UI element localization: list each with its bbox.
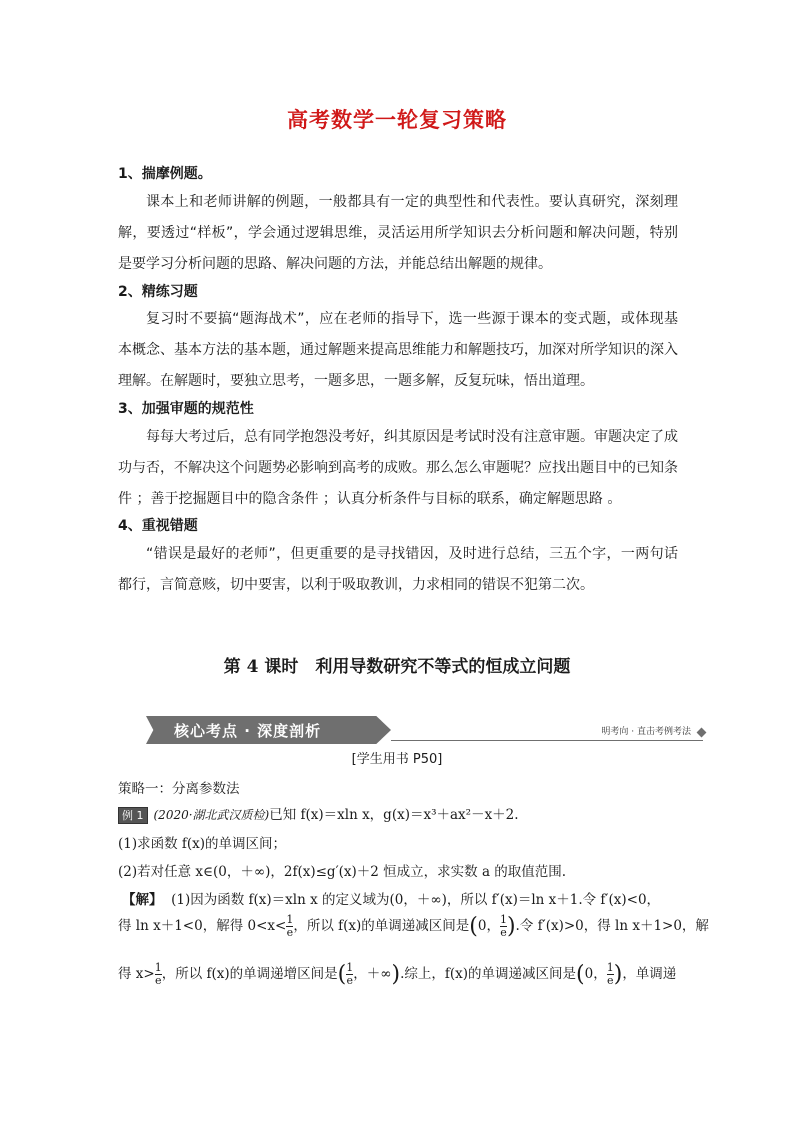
solution-text-2c: .令 f′(x)>0，得 ln x＋1>0，解	[515, 918, 709, 934]
diamond-icon	[697, 728, 707, 738]
fraction-numerator: 1	[286, 913, 294, 926]
banner-rule	[391, 740, 703, 741]
solution-line-1	[122, 888, 660, 908]
solution-text-3d: ，单调递	[622, 966, 677, 982]
section-body-3: 每每大考过后，总有同学抱怨没考好，纠其原因是考试时没有注意审题。审题决定了成功与否，不解决这个问题势必影响到高考的成败。那么怎么审题呢？应找出题目中的已知条件 ；善于挖掘题目中的隐含条件 ；认真分析条件与目标的联系，确定解题思路 。	[118, 429, 678, 507]
fraction-denominator: e	[154, 974, 162, 987]
banner-tagline: 明考向 · 直击考例考法	[601, 727, 691, 737]
fraction-denominator: e	[500, 926, 507, 939]
interval-close-paren: )	[613, 962, 623, 987]
book-reference: [学生用书 P50]	[351, 752, 443, 767]
solution-text-3c: .综上，f(x)的单调递减区间是	[400, 966, 577, 982]
example-stem: 已知 f(x)＝xln x，g(x)＝x³＋ax²－x＋2.	[269, 807, 519, 823]
solution-text-2b: ，所以 f(x)的单调递减区间是	[293, 918, 470, 934]
fraction-numerator: 1	[606, 961, 614, 974]
fraction-one-over-e	[155, 962, 162, 987]
fraction-denominator: e	[286, 926, 294, 939]
solution-text-3b: ，所以 f(x)的单调递增区间是	[161, 966, 338, 982]
banner-label: 核心考点 · 深度剖析	[174, 722, 322, 740]
strategy-heading: 策略一：分离参数法	[118, 781, 240, 797]
interval-open-paren: (	[337, 962, 347, 987]
solution-label: 【解】	[122, 892, 163, 908]
solution-line-2	[118, 914, 709, 939]
page-title: 高考数学一轮复习策略	[287, 108, 507, 132]
example-badge: 例 1	[118, 807, 148, 824]
solution-text-2a: 得 ln x＋1<0，解得 0<x<	[118, 918, 287, 934]
example-source: (2020·湖北武汉质检)	[153, 808, 270, 822]
section-body-4: “错误是最好的老师”，但更重要的是寻找错因，及时进行总结，三五个字，一两句话都行，言简意赅，切中要害，以利于吸取教训，力求相同的错误不犯第二次。	[118, 546, 678, 593]
lesson-title: 第 4 课时 利用导数研究不等式的恒成立问题	[223, 657, 571, 677]
section-heading-2: 2、精练习题	[118, 284, 198, 300]
solution-line-3	[118, 962, 676, 987]
interval-open-paren: (	[576, 962, 585, 987]
interval-close-paren: )	[506, 914, 516, 939]
example-stem-line	[118, 803, 519, 824]
fraction-numerator: 1	[154, 961, 162, 974]
fraction-denominator: e	[606, 974, 614, 987]
example-question-2: (2)若对任意 x∈(0，＋∞)，2f(x)≤g′(x)＋2 恒成立，求实数 a 的取值范围.	[118, 864, 567, 880]
example-question-1: (1)求函数 f(x)的单调区间；	[118, 836, 287, 852]
fraction-one-over-e	[607, 962, 614, 987]
solution-text-1: (1)因为函数 f(x)＝xln x 的定义域为(0，＋∞)，所以 f′(x)＝ln x＋1.令 f′(x)<0，	[171, 892, 661, 908]
fraction-one-over-e	[500, 914, 507, 939]
interval-close-paren: )	[391, 962, 401, 987]
fraction-numerator: 1	[499, 913, 507, 926]
section-body-2: 复习时不要搞“题海战术”，应在老师的指导下，选一些源于课本的变式题，或体现基本概念、基本方法的基本题，通过解题来提高思维能力和解题技巧，加深对所学知识的深入理解。在解题时，要独立思考，一题多思，一题多解，反复玩味，悟出道理。	[118, 311, 678, 389]
section-heading-3: 3、加强审题的规范性	[118, 401, 254, 417]
section-banner	[146, 716, 711, 744]
interval-upper: ，＋∞	[353, 966, 392, 982]
solution-text-3a: 得 x>	[118, 966, 155, 982]
section-heading-4: 4、重视错题	[118, 518, 198, 534]
fraction-denominator: e	[346, 974, 353, 987]
fraction-numerator: 1	[346, 961, 354, 974]
interval-lower: 0，	[584, 966, 607, 982]
section-heading-1: 1、揣摩例题。	[118, 166, 212, 182]
section-body-1: 课本上和老师讲解的例题，一般都具有一定的典型性和代表性。要认真研究，深刻理解，要透过“样板”，学会通过逻辑思维，灵活运用所学知识去分析问题和解决问题，特别是要学习分析问题的思路、解决问题的方法，并能总结出解题的规律。	[118, 194, 678, 272]
interval-lower: 0，	[477, 918, 500, 934]
interval-open-paren: (	[469, 914, 478, 939]
